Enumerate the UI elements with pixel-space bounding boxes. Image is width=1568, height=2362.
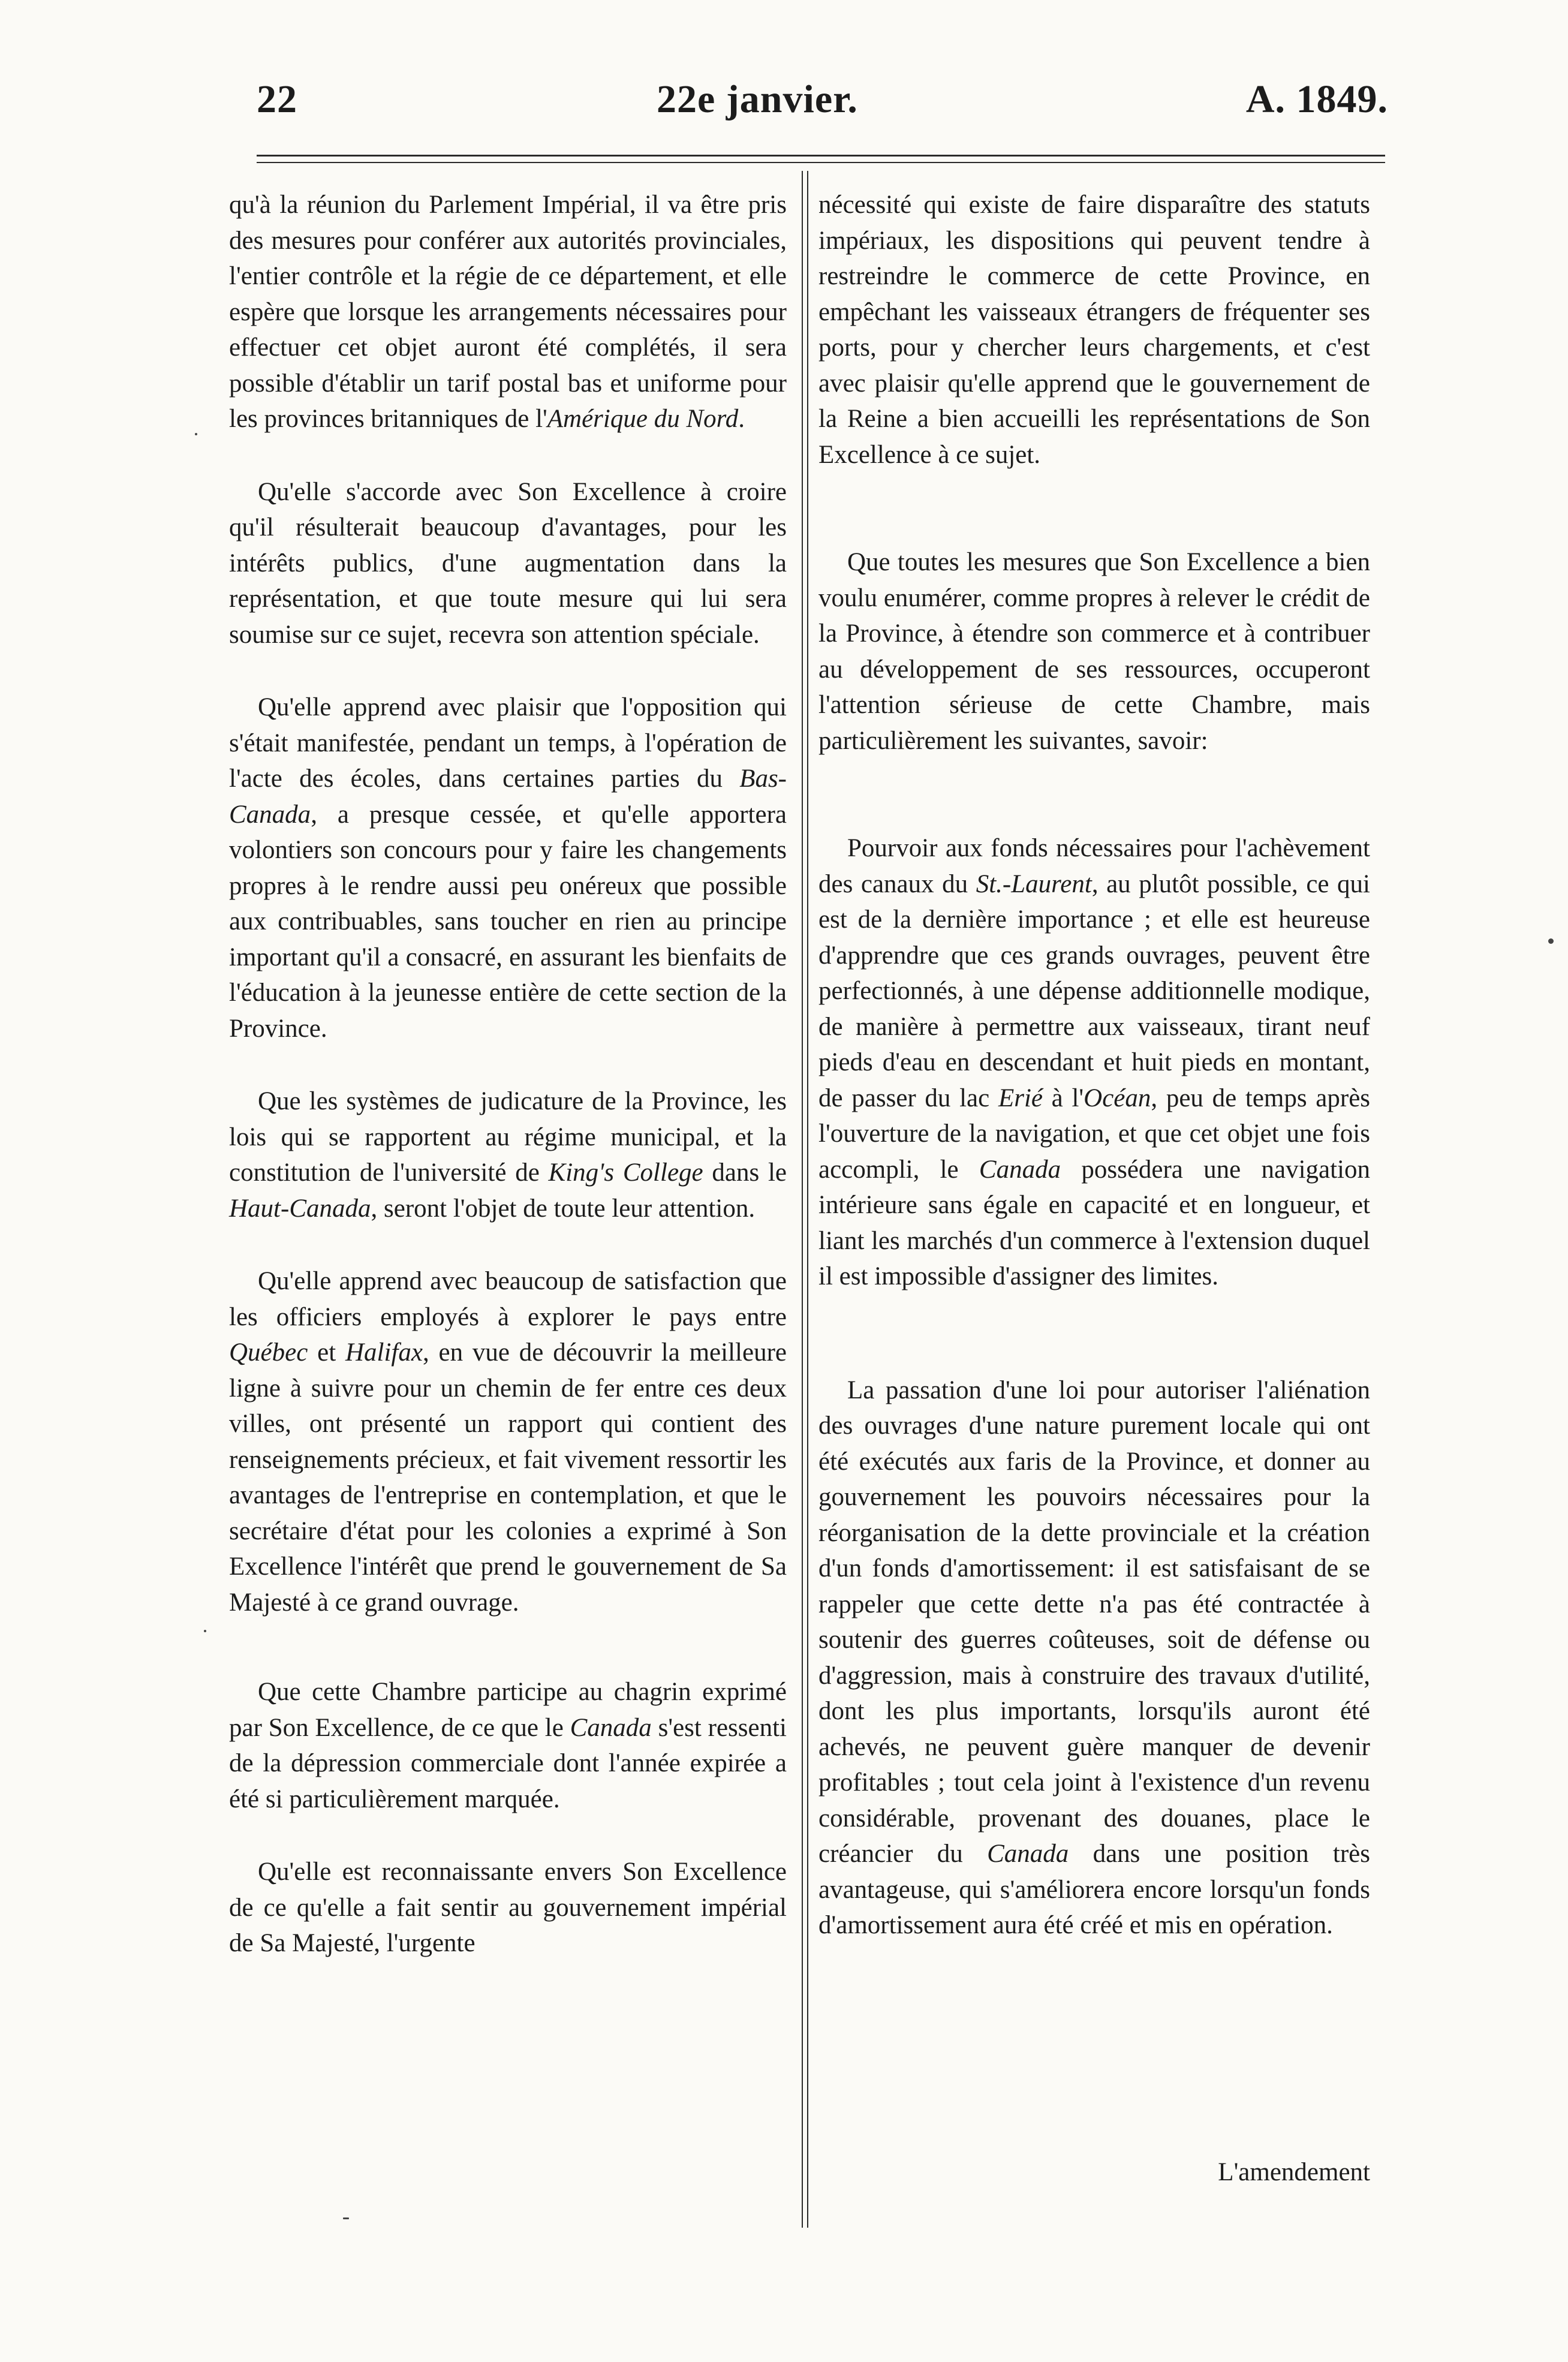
paragraph-commercial-depression: Que cette Chambre participe au chagrin exprimé par Son Excellence, de ce que le Canada s'est ressenti de la dépression commerciale dont l'année expirée a été si particulièrement marquée. [229,1678,787,1813]
header-rule-bottom [257,162,1385,163]
paragraph-railway-survey: Qu'elle apprend avec beaucoup de satisfaction que les officiers employés à explorer le pays entre Québec et Halifax, en vue de découvrir la meilleure ligne à suivre pour un chemin de fer entre ces deux villes, ont présenté un rapport qui contient des renseignements précieux, et fait vivement ressortir les avantages de l'entreprise en contemplation, et que le secrétaire d'état pour les colonies a exprimé à Son Excellence l'intérêt que prend le gouvernement de Sa Majesté à ce grand ouvrage. [229,1267,787,1617]
paragraph-gratitude: Qu'elle est reconnaissante envers Son Excellence de ce qu'elle a fait sentir au gouvernement impérial de Sa Majesté, l'urgente [229,1858,787,1957]
paragraph-imperial-statutes: nécessité qui existe de faire disparaître des statuts impériaux, les dispositions qui peuvent tendre à restreindre le commerce de cette Province, en empêchant les vaisseaux étrangers de fréquenter ses ports, pour y chercher leurs chargements, et c'est avec plaisir qu'elle apprend que le gouvernement de la Reine a bien accueilli les représentations de Son Excellence à ce sujet. [818,191,1370,469]
scan-speck [1548,938,1554,944]
running-header [0,77,1568,131]
paragraph-canals: Pourvoir aux fonds nécessaires pour l'achèvement des canaux du St.-Laurent, au plutôt possible, ce qui est de la dernière importance ; et elle est heureuse d'apprendre que ces grands ouvrages, peuvent être perfectionnés, à une dépense additionnelle modique, de manière à permettre aux vaisseaux, tirant neuf pieds d'eau en descendant et huit pieds en montant, de passer du lac Erié à l'Océan, peu de temps après l'ouverture de la navigation, et que cet objet une fois accompli, le Canada possédera une navigation intérieure sans égale en capacité et en longueur, et liant les marchés d'un commerce à l'extension duquel il est impossible d'assigner des limites. [818,834,1371,1290]
paragraph-postal-tariff: qu'à la réunion du Parlement Impérial, il va être pris des mesures pour conférer aux autorités provinciales, l'entier contrôle et la régie de ce département, et elle espère que lorsque les arrangements nécessaires pour effectuer cet objet auront été complétés, il sera possible d'établir un tarif postal bas et uniforme pour les provinces britanniques de l'Amérique du Nord. [229,191,787,433]
paragraph-judicature: Que les systèmes de judicature de la Province, les lois qui se rapportent au régime municipal, et la constitution de l'université de King's College dans le Haut-Canada, seront l'objet de toute leur attention. [229,1087,787,1223]
paragraph-provincial-debt: La passation d'une loi pour autoriser l'aliénation des ouvrages d'une nature purement locale qui ont été exécutés aux faris de la Province, et donner au gouvernement les pouvoirs nécessaires pour la réorganisation de la dette provinciale et la création d'un fonds d'amortissement: il est satisfaisant de se rappeler que cette dette n'a pas été contractée à soutenir des guerres coûteuses, soit de défense ou d'aggression, mais à construire des travaux d'utilité, dont les plus importants, lorsqu'ils auront été achevés, ne peuvent guère manquer de devenir profitables ; tout cela joint à l'existence d'un revenu considérable, provenant des douanes, place le créancier du Canada dans une position très avantageuse, qui s'améliorera encore lorsqu'un fonds d'amortissement aura été créé et mis en opération. [818,1376,1370,1939]
paragraph-measures: Que toutes les mesures que Son Excellence a bien voulu enumérer, comme propres à relever le crédit de la Province, à étendre son commerce et à contribuer au développement de ses ressources, occuperont l'attention sérieuse de cette Chambre, mais particulièrement les suivantes, savoir: [818,548,1370,755]
left-column [229,187,787,1961]
scan-speck [204,1630,206,1632]
scan-speck [343,2217,349,2219]
header-rule-top [257,155,1385,157]
paragraph-representation: Qu'elle s'accorde avec Son Excellence à croire qu'il résulterait beaucoup d'avantages, pour les intérêts publics, d'une augmentation dans la représentation, et que toute mesure qui lui sera soumise sur ce sujet, recevra son attention spéciale. [229,477,787,649]
header-year: A. 1849. [1245,77,1388,121]
page-number: 22 [257,77,297,121]
right-column [818,187,1370,1943]
paragraph-schools-act: Qu'elle apprend avec plaisir que l'opposition qui s'était manifestée, pendant un temps, à l'opération de l'acte des écoles, dans certaines parties du Bas-Canada, a presque cessée, et qu'elle apportera volontiers son concours pour y faire les changements propres à le rendre aussi peu onéreux que possible aux contribuables, sans toucher en rien au principe important qu'il a consacré, en assurant les bienfaits de l'éducation à la jeunesse entière de cette section de la Province. [229,693,787,1043]
header-date: 22e janvier. [657,77,858,121]
column-separator [802,171,808,2228]
scan-speck [195,433,197,435]
catchword: L'amendement [1218,2158,1370,2186]
